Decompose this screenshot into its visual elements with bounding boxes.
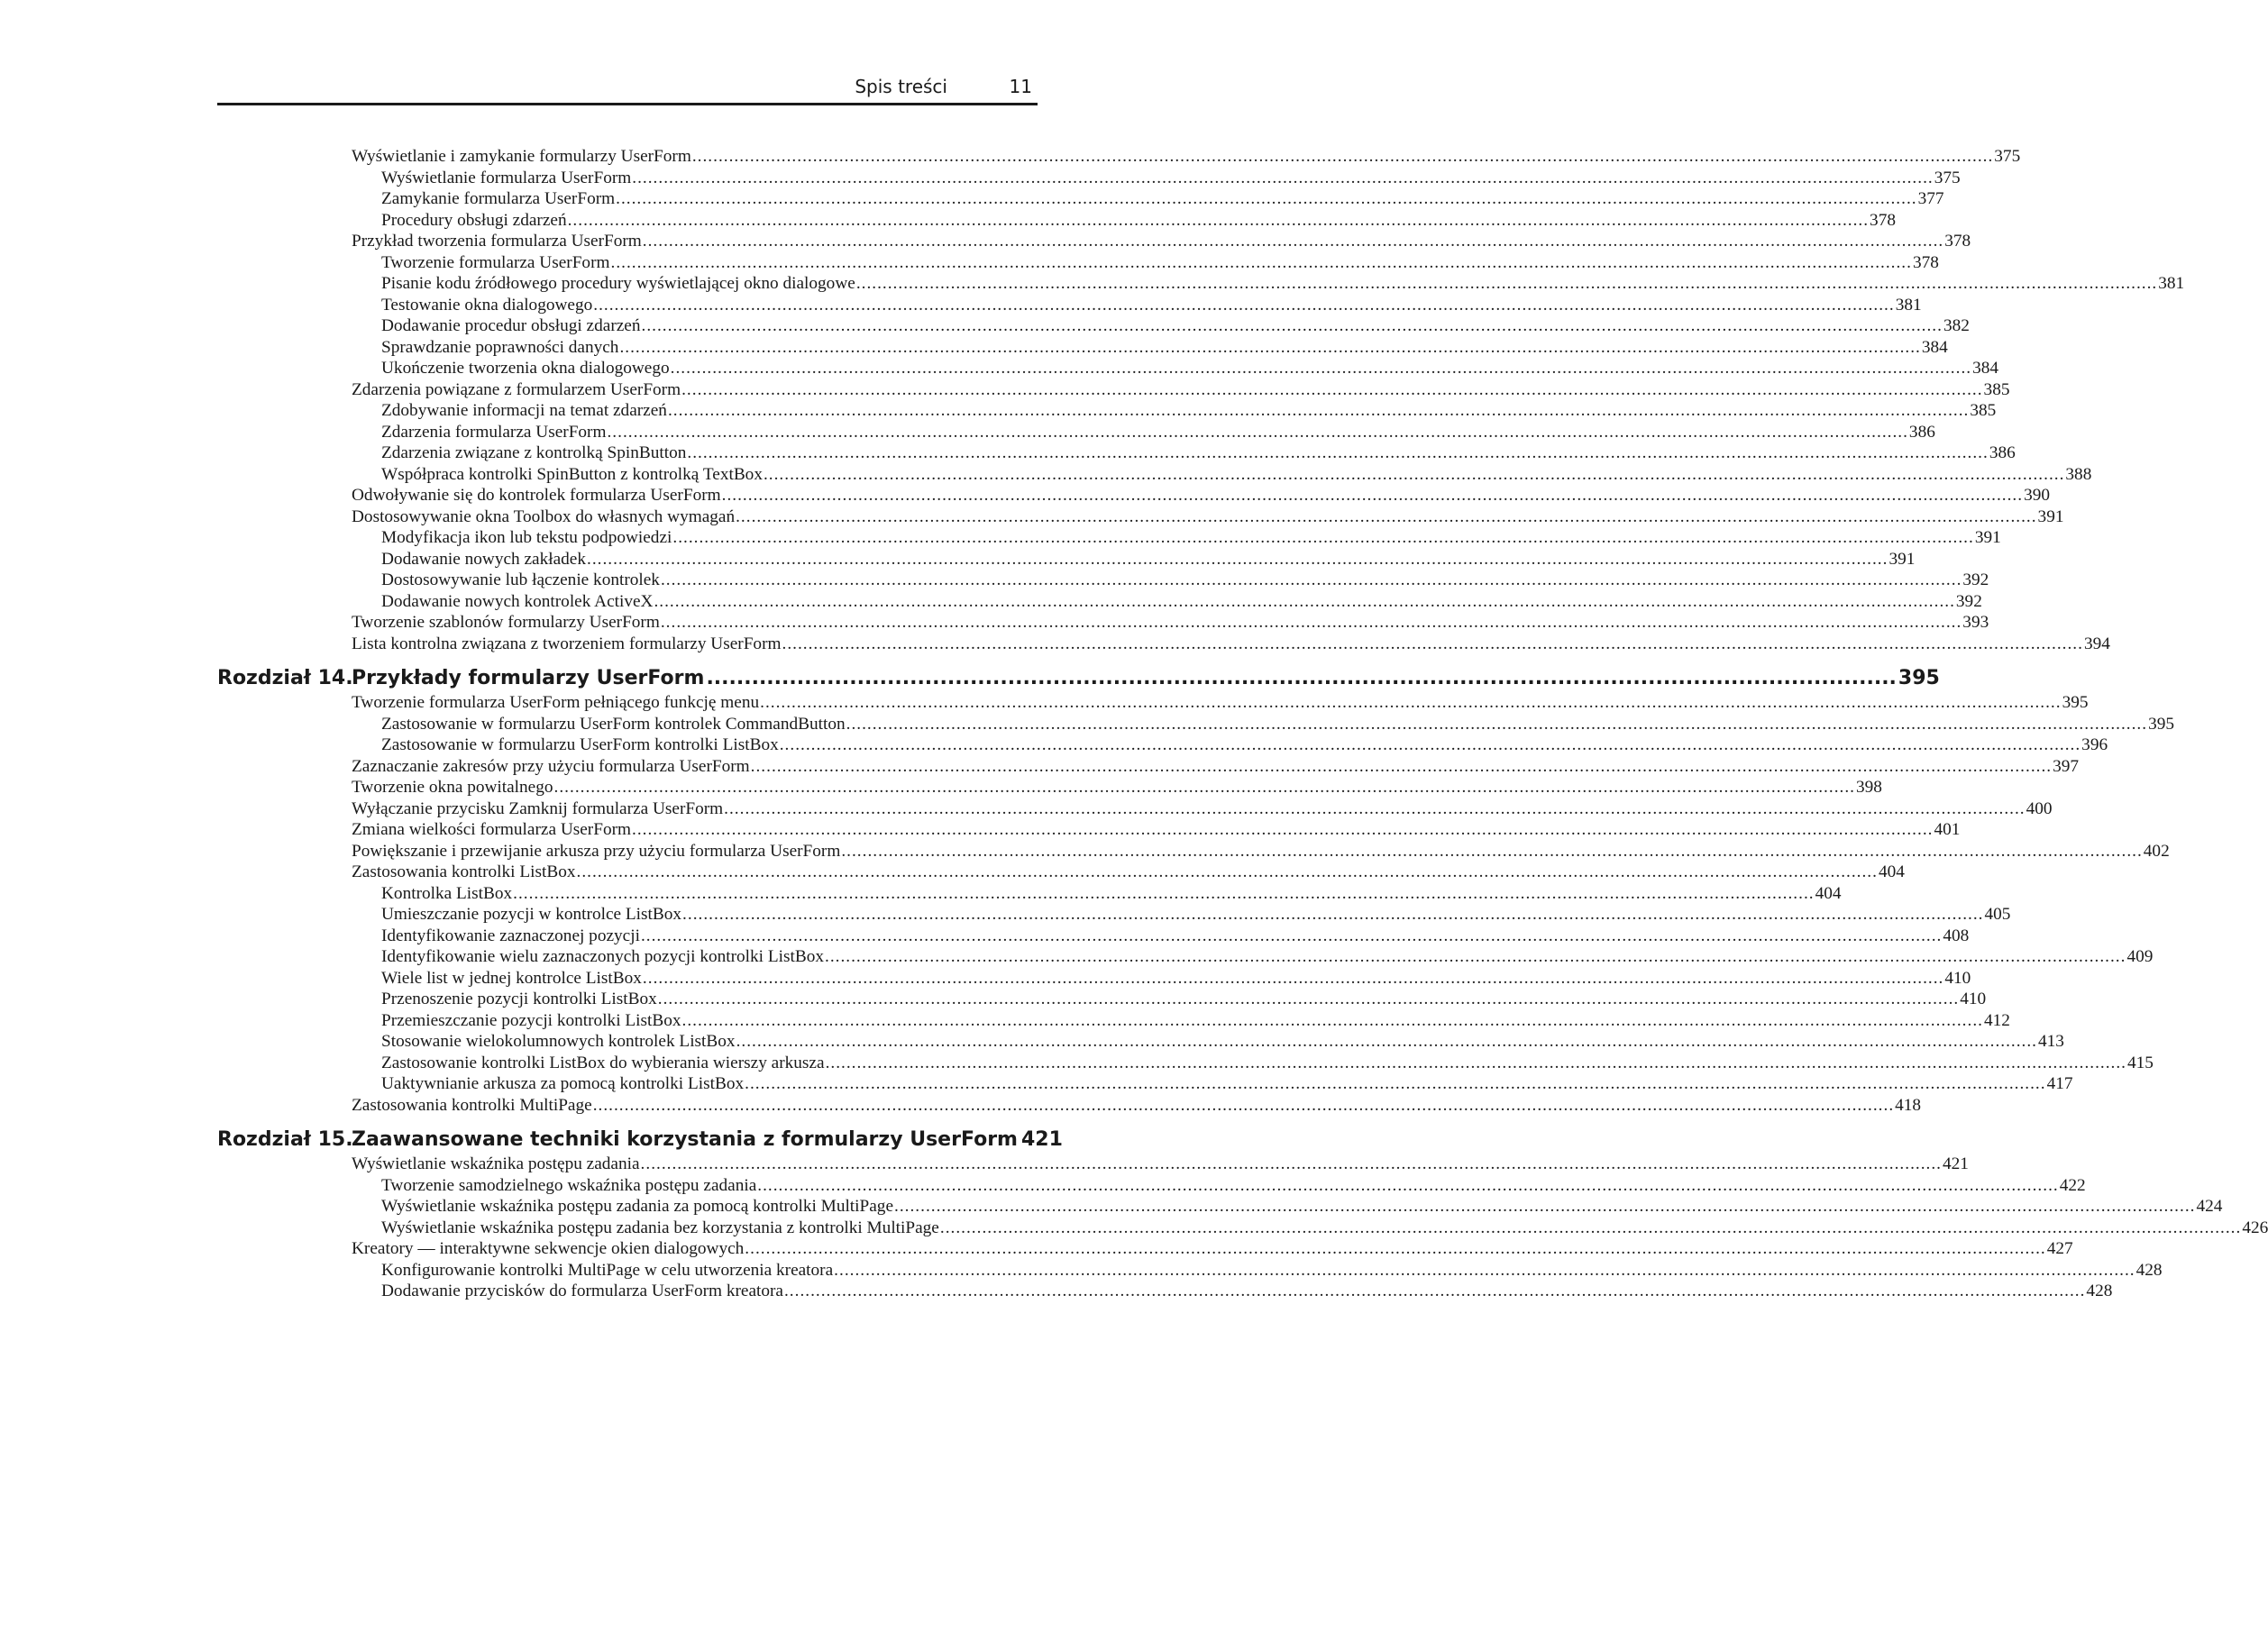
toc-entry-page: 417 bbox=[2046, 1074, 2073, 1093]
toc-entry-title: Tworzenie samodzielnego wskaźnika postępu zadania bbox=[381, 1175, 757, 1195]
dot-leader bbox=[764, 464, 2064, 486]
toc-section-entry bbox=[217, 146, 2021, 168]
dot-leader bbox=[632, 819, 1933, 841]
toc-subsection-entry bbox=[217, 464, 2092, 486]
toc-section-entry bbox=[217, 231, 1971, 252]
dot-leader bbox=[577, 862, 1878, 883]
toc-subsection-entry bbox=[217, 549, 1916, 570]
toc-entry-title: Dodawanie procedur obsługi zdarzeń bbox=[381, 316, 641, 335]
dot-leader bbox=[682, 904, 1983, 926]
toc-section-entry bbox=[217, 777, 1882, 798]
toc-entry-page: 392 bbox=[1955, 591, 1982, 611]
toc-entry-page: 378 bbox=[1912, 252, 1939, 272]
toc-subsection-entry bbox=[217, 883, 1842, 905]
toc-entry-page: 424 bbox=[2196, 1197, 2223, 1216]
toc-entry-page: 400 bbox=[2026, 798, 2053, 818]
toc-entry-title: Zastosowania kontrolki MultiPage bbox=[352, 1095, 592, 1115]
toc-entry-title: Testowanie okna dialogowego bbox=[381, 295, 593, 315]
toc-section-entry bbox=[217, 692, 2089, 714]
toc-entry-title: Uaktywnianie arkusza za pomocą kontrolki ListBox bbox=[381, 1074, 745, 1093]
dot-leader bbox=[736, 1031, 2037, 1053]
toc-subsection-entry bbox=[217, 968, 1971, 990]
toc-subsection-entry bbox=[217, 714, 2174, 735]
toc-entry-page: 421 bbox=[1942, 1154, 1969, 1173]
toc-section-entry bbox=[217, 756, 2080, 778]
toc-entry-page: 408 bbox=[1943, 926, 1970, 945]
toc-entry-page: 426 bbox=[2242, 1218, 2268, 1237]
toc-subsection-entry bbox=[217, 358, 1998, 379]
dot-leader bbox=[619, 337, 1920, 359]
toc-subsection-entry bbox=[217, 1053, 2154, 1074]
dot-leader bbox=[841, 841, 2142, 862]
dot-leader bbox=[668, 400, 1969, 422]
toc-entry-page: 384 bbox=[1921, 337, 1948, 357]
toc-subsection-entry bbox=[217, 1218, 2268, 1239]
running-header bbox=[217, 76, 1038, 105]
toc-entry-title: Wyłączanie przycisku Zamknij formularza UserForm bbox=[352, 798, 724, 818]
toc-subsection-entry bbox=[217, 188, 1944, 210]
toc-entry-page: 395 bbox=[2148, 714, 2174, 734]
toc-entry-title: Zdarzenia związane z kontrolką SpinButton bbox=[381, 443, 687, 462]
toc-subsection-entry bbox=[217, 591, 1982, 613]
toc-subsection-entry bbox=[217, 337, 1948, 359]
toc-entry-page: 378 bbox=[1870, 210, 1896, 230]
toc-subsection-entry bbox=[217, 315, 1970, 337]
toc-entry-title: Dostosowywanie okna Toolbox do własnych wymagań bbox=[352, 506, 736, 526]
toc-entry-page: 385 bbox=[1970, 401, 1997, 420]
toc-entry-title: Wyświetlanie wskaźnika postępu zadania bez korzystania z kontrolki MultiPage bbox=[381, 1218, 939, 1237]
toc-entry-page: 375 bbox=[1934, 168, 1961, 187]
toc-entry-title: Dodawanie przycisków do formularza UserForm kreatora bbox=[381, 1282, 783, 1300]
toc-entry-page: 395 bbox=[1898, 667, 1940, 689]
toc-entry-page: 422 bbox=[2059, 1175, 2086, 1195]
toc-entry-title: Zmiana wielkości formularza UserForm bbox=[352, 820, 632, 839]
toc-entry-page: 395 bbox=[2062, 693, 2089, 712]
toc-entry-title: Zdarzenia formularza UserForm bbox=[381, 422, 607, 442]
dot-leader bbox=[593, 1095, 1894, 1117]
chapter-label: Rozdział 14. bbox=[217, 667, 353, 689]
toc-entry-page: 396 bbox=[2081, 735, 2108, 754]
toc-entry-title: Tworzenie okna powitalnego bbox=[352, 778, 553, 797]
toc-entry-page: 393 bbox=[1962, 613, 1989, 632]
dot-leader bbox=[643, 968, 1943, 990]
toc-entry-title: Identyfikowanie wielu zaznaczonych pozycji kontrolki ListBox bbox=[381, 947, 824, 966]
toc-entry-title: Powiększanie i przewijanie arkusza przy użyciu formularza UserForm bbox=[352, 841, 841, 861]
dot-leader bbox=[894, 1196, 2195, 1218]
toc-subsection-entry bbox=[217, 946, 2154, 968]
toc-entry-title: Identyfikowanie zaznaczonej pozycji bbox=[381, 926, 640, 945]
dot-leader bbox=[706, 664, 1896, 692]
dot-leader bbox=[745, 1073, 2045, 1095]
toc-entry-page: 421 bbox=[1020, 1128, 1063, 1151]
dot-leader bbox=[681, 379, 1982, 401]
toc-entry-page: 413 bbox=[2038, 1032, 2064, 1051]
dot-leader bbox=[760, 692, 2061, 714]
toc-entry-title: Przenoszenie pozycji kontrolki ListBox bbox=[381, 990, 657, 1008]
toc-entry-page: 377 bbox=[1917, 189, 1944, 208]
toc-section-entry bbox=[217, 862, 1905, 883]
toc-entry-page: 398 bbox=[1855, 778, 1882, 797]
toc-entry-page: 391 bbox=[1888, 549, 1916, 569]
toc-entry-page: 381 bbox=[2158, 274, 2185, 293]
toc-section-entry bbox=[217, 612, 1989, 634]
toc-entry-title: Zdobywanie informacji na temat zdarzeń bbox=[381, 401, 667, 420]
toc-entry-page: 378 bbox=[1944, 232, 1971, 251]
dot-leader bbox=[593, 295, 1894, 316]
toc-entry-title: Modyfikacja ikon lub tekstu podpowiedzi bbox=[381, 528, 672, 547]
toc-entry-title: Odwoływanie się do kontrolek formularza UserForm bbox=[352, 486, 721, 505]
dot-leader bbox=[692, 146, 1993, 168]
toc-entry-title: Tworzenie szablonów formularzy UserForm bbox=[352, 613, 660, 632]
dot-leader bbox=[856, 273, 2157, 295]
dot-leader bbox=[834, 1260, 2135, 1282]
toc-entry-title: Kontrolka ListBox bbox=[381, 883, 513, 903]
toc-entry-title: Zamykanie formularza UserForm bbox=[381, 189, 616, 208]
dot-leader bbox=[661, 612, 1962, 634]
dot-leader bbox=[687, 442, 1988, 464]
chapter-heading bbox=[217, 1126, 1063, 1154]
header-title: Spis treści bbox=[855, 76, 947, 97]
toc-entry-page: 388 bbox=[2065, 464, 2092, 484]
dot-leader bbox=[825, 946, 2126, 968]
toc-entry-page: 391 bbox=[1974, 528, 2001, 547]
toc-subsection-entry bbox=[217, 1196, 2223, 1218]
toc-subsection-entry bbox=[217, 1281, 2113, 1302]
dot-leader bbox=[736, 506, 2036, 528]
toc-entry-page: 381 bbox=[1895, 295, 1922, 315]
dot-leader bbox=[940, 1218, 2241, 1239]
dot-leader bbox=[846, 714, 2147, 735]
dot-leader bbox=[641, 926, 1942, 947]
toc-subsection-entry bbox=[217, 168, 1961, 189]
dot-leader bbox=[658, 989, 1959, 1010]
toc-subsection-entry bbox=[217, 734, 2108, 756]
dot-leader bbox=[724, 798, 2025, 820]
toc-entry-title: Konfigurowanie kontrolki MultiPage w celu utworzenia kreatora bbox=[381, 1260, 834, 1280]
toc-subsection-entry bbox=[217, 1010, 2010, 1032]
toc-entry-title: Wiele list w jednej kontrolce ListBox bbox=[381, 968, 642, 988]
toc-section-entry bbox=[217, 379, 2010, 401]
toc-entry-page: 409 bbox=[2126, 947, 2154, 966]
toc-section-entry bbox=[217, 841, 2170, 862]
dot-leader bbox=[661, 570, 1962, 591]
toc-section-entry bbox=[217, 819, 1961, 841]
toc-entry-page: 428 bbox=[2086, 1282, 2113, 1300]
toc-section-entry bbox=[217, 506, 2064, 528]
toc-entry-page: 405 bbox=[1984, 905, 2011, 924]
dot-leader bbox=[672, 527, 1973, 549]
toc-entry-title: Umieszczanie pozycji w kontrolce ListBox bbox=[381, 905, 682, 924]
toc-subsection-entry bbox=[217, 570, 1989, 591]
toc-subsection-entry bbox=[217, 295, 1922, 316]
dot-leader bbox=[826, 1053, 2126, 1074]
toc-entry-page: 394 bbox=[2083, 634, 2110, 653]
chapter-label: Rozdział 15. bbox=[217, 1128, 353, 1151]
dot-leader bbox=[632, 168, 1933, 189]
toc-entry-title: Dodawanie nowych zakładek bbox=[381, 549, 586, 569]
dot-leader bbox=[745, 1238, 2045, 1260]
dot-leader bbox=[607, 422, 1907, 443]
toc-entry-title: Lista kontrolna związana z tworzeniem formularzy UserForm bbox=[352, 634, 782, 653]
toc-entry-page: 392 bbox=[1962, 570, 1989, 589]
toc-entry-page: 427 bbox=[2046, 1239, 2073, 1258]
toc-entry-title: Pisanie kodu źródłowego procedury wyświetlającej okno dialogowe bbox=[381, 274, 855, 293]
toc-entry-title: Stosowanie wielokolumnowych kontrolek ListBox bbox=[381, 1032, 736, 1051]
toc-entry-page: 391 bbox=[2037, 506, 2064, 526]
dot-leader bbox=[568, 210, 1869, 232]
toc-entry-title: Dodawanie nowych kontrolek ActiveX bbox=[381, 591, 654, 611]
toc-entry-title: Wyświetlanie wskaźnika postępu zadania bbox=[352, 1154, 640, 1173]
toc-entry-title: Dostosowywanie lub łączenie kontrolek bbox=[381, 570, 660, 589]
toc-subsection-entry bbox=[217, 400, 1997, 422]
toc-entry-title: Procedury obsługi zdarzeń bbox=[381, 210, 567, 230]
toc-entry-title: Zdarzenia powiązane z formularzem UserForm bbox=[352, 379, 681, 399]
toc-subsection-entry bbox=[217, 1031, 2064, 1053]
chapter-heading bbox=[217, 664, 1940, 692]
toc-entry-page: 386 bbox=[1989, 443, 2016, 462]
table-of-contents bbox=[217, 146, 2268, 1302]
toc-subsection-entry bbox=[217, 252, 1939, 274]
toc-entry-page: 404 bbox=[1878, 862, 1905, 881]
dot-leader bbox=[643, 231, 1943, 252]
dot-leader bbox=[587, 549, 1888, 570]
toc-subsection-entry bbox=[217, 1260, 2163, 1282]
toc-entry-title: Ukończenie tworzenia okna dialogowego bbox=[381, 359, 670, 378]
toc-entry-page: 415 bbox=[2127, 1053, 2154, 1072]
toc-entry-title: Wyświetlanie i zamykanie formularzy UserForm bbox=[352, 147, 691, 166]
toc-entry-page: 382 bbox=[1943, 316, 1970, 335]
dot-leader bbox=[654, 591, 1954, 613]
toc-entry-page: 428 bbox=[2135, 1260, 2163, 1280]
toc-entry-page: 397 bbox=[2053, 756, 2080, 776]
toc-entry-page: 410 bbox=[1960, 990, 1987, 1008]
dot-leader bbox=[757, 1175, 2058, 1197]
toc-subsection-entry bbox=[217, 1073, 2073, 1095]
toc-section-entry bbox=[217, 485, 2050, 506]
toc-subsection-entry bbox=[217, 926, 1970, 947]
toc-entry-page: 386 bbox=[1908, 422, 1935, 442]
toc-entry-title: Przykłady formularzy UserForm bbox=[352, 667, 705, 689]
toc-entry-page: 384 bbox=[1972, 359, 1998, 378]
toc-entry-title: Zastosowanie w formularzu UserForm kontrolki ListBox bbox=[381, 735, 779, 754]
dot-leader bbox=[780, 734, 2081, 756]
toc-subsection-entry bbox=[217, 527, 2001, 549]
toc-entry-page: 402 bbox=[2143, 841, 2170, 861]
toc-entry-title: Wyświetlanie wskaźnika postępu zadania za pomocą kontrolki MultiPage bbox=[381, 1197, 894, 1216]
toc-entry-page: 401 bbox=[1934, 820, 1961, 839]
toc-entry-page: 410 bbox=[1944, 968, 1971, 988]
toc-entry-title: Tworzenie formularza UserForm bbox=[381, 252, 610, 272]
dot-leader bbox=[641, 1154, 1942, 1175]
toc-entry-title: Zaznaczanie zakresów przy użyciu formularza UserForm bbox=[352, 756, 750, 776]
dot-leader bbox=[784, 1281, 2085, 1302]
toc-section-entry bbox=[217, 634, 2110, 655]
toc-entry-title: Zastosowania kontrolki ListBox bbox=[352, 862, 576, 881]
toc-section-entry bbox=[217, 798, 2053, 820]
dot-leader bbox=[682, 1010, 1983, 1032]
dot-leader bbox=[671, 358, 1971, 379]
toc-subsection-entry bbox=[217, 989, 1987, 1010]
dot-leader bbox=[782, 634, 2083, 655]
header-page-number: 11 bbox=[1009, 76, 1032, 97]
dot-leader bbox=[616, 188, 1916, 210]
toc-entry-title: Przemieszczanie pozycji kontrolki ListBox bbox=[381, 1010, 681, 1030]
toc-subsection-entry bbox=[217, 422, 1935, 443]
dot-leader bbox=[751, 756, 2052, 778]
toc-entry-title: Sprawdzanie poprawności danych bbox=[381, 337, 619, 357]
toc-subsection-entry bbox=[217, 273, 2185, 295]
toc-section-entry bbox=[217, 1095, 1922, 1117]
toc-entry-title: Wyświetlanie formularza UserForm bbox=[381, 168, 632, 187]
toc-entry-title: Zaawansowane techniki korzystania z formularzy UserForm bbox=[352, 1128, 1018, 1151]
dot-leader bbox=[611, 252, 1912, 274]
dot-leader bbox=[554, 777, 1855, 798]
toc-entry-title: Tworzenie formularza UserForm pełniącego funkcję menu bbox=[352, 693, 760, 712]
toc-entry-title: Współpraca kontrolki SpinButton z kontrolką TextBox bbox=[381, 464, 763, 484]
toc-entry-title: Zastosowanie kontrolki ListBox do wybierania wierszy arkusza bbox=[381, 1053, 825, 1072]
toc-entry-page: 412 bbox=[1983, 1010, 2010, 1030]
toc-entry-page: 404 bbox=[1815, 883, 1842, 903]
dot-leader bbox=[513, 883, 1814, 905]
toc-subsection-entry bbox=[217, 442, 2016, 464]
toc-entry-title: Przykład tworzenia formularza UserForm bbox=[352, 232, 642, 251]
toc-entry-page: 390 bbox=[2024, 486, 2050, 505]
dot-leader bbox=[722, 485, 2023, 506]
toc-entry-page: 418 bbox=[1895, 1095, 1922, 1115]
toc-entry-title: Zastosowanie w formularzu UserForm kontrolek CommandButton bbox=[381, 714, 846, 734]
toc-subsection-entry bbox=[217, 210, 1896, 232]
toc-entry-title: Kreatory — interaktywne sekwencje okien dialogowych bbox=[352, 1239, 745, 1258]
toc-subsection-entry bbox=[217, 904, 2011, 926]
toc-section-entry bbox=[217, 1154, 1969, 1175]
toc-entry-page: 375 bbox=[1994, 147, 2021, 166]
toc-section-entry bbox=[217, 1238, 2073, 1260]
toc-subsection-entry bbox=[217, 1175, 2086, 1197]
toc-entry-page: 385 bbox=[1983, 379, 2010, 399]
dot-leader bbox=[642, 315, 1943, 337]
